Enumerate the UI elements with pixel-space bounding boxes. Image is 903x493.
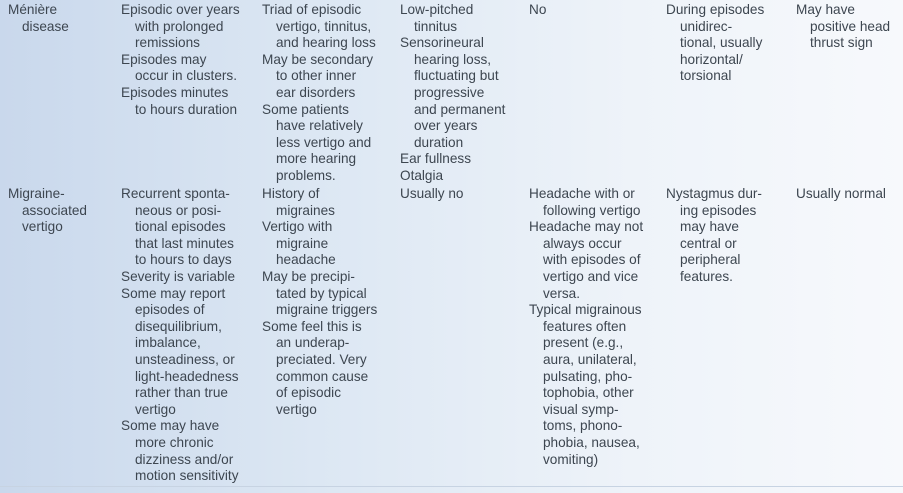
cell-line: Migraine- xyxy=(8,186,65,201)
cell-line: vertigo and vice xyxy=(543,268,639,284)
cell-line: to hours to days xyxy=(135,252,232,268)
headache-cell xyxy=(529,186,663,468)
cell-line: Headache with or xyxy=(529,186,635,201)
exam-cell xyxy=(796,2,901,52)
cell-line: Episodes minutes xyxy=(121,84,229,100)
cell-line: following vertigo xyxy=(543,202,641,218)
cell-line: migraine triggers xyxy=(276,302,378,318)
cell-line: vertigo xyxy=(22,219,63,235)
cell-line: peripheral xyxy=(680,252,741,268)
cell-line: common cause xyxy=(276,368,369,384)
cell-line: associated xyxy=(22,202,87,218)
cell-line: Severity is variable xyxy=(121,268,236,284)
cell-line: Low-pitched xyxy=(400,2,474,17)
cell-line: aura, unilateral, xyxy=(543,351,637,367)
cell-line: ing episodes xyxy=(680,202,757,218)
cell-line: and hearing loss xyxy=(276,35,376,51)
cell-line: tinnitus xyxy=(414,18,458,34)
cell-line: features. xyxy=(680,268,733,284)
cell-line: remissions xyxy=(135,35,200,51)
cell-line: tophobia, other xyxy=(543,385,634,401)
cell-line: to hours duration xyxy=(135,101,238,117)
cell-line: disease xyxy=(22,18,69,34)
cell-line: May be precipi- xyxy=(262,268,355,284)
cell-line: tated by typical xyxy=(276,285,367,301)
cell-line: Sensorineural xyxy=(400,35,484,51)
cell-line: that last minutes xyxy=(135,235,234,251)
cell-line: vomiting) xyxy=(543,451,599,467)
cell-line: duration xyxy=(414,134,464,150)
cell-line: central or xyxy=(680,235,737,251)
cell-line: with prolonged xyxy=(135,18,224,34)
cell-line: tional episodes xyxy=(135,219,226,235)
cell-line: may have xyxy=(680,219,739,235)
cell-line: ear disorders xyxy=(276,84,356,100)
cell-line: an underap- xyxy=(276,335,350,351)
cell-line: more hearing xyxy=(276,151,357,167)
cell-line: migraines xyxy=(276,202,335,218)
cell-line: less vertigo and xyxy=(276,134,372,150)
cell-line: Some patients xyxy=(262,101,349,117)
cell-line: motion sensitivity xyxy=(135,468,239,484)
symptom-cell xyxy=(121,186,257,485)
cell-line: horizontal/ xyxy=(680,51,743,67)
cell-line: Some may report xyxy=(121,285,226,301)
cell-line: Otalgia xyxy=(400,167,444,183)
cell-line: present (e.g., xyxy=(543,335,624,351)
cell-line: always occur xyxy=(543,235,622,251)
cell-line: hearing loss, xyxy=(414,51,492,67)
condition-cell xyxy=(8,2,114,35)
cell-line: Recurrent sponta- xyxy=(121,186,230,201)
cell-line: History of xyxy=(262,186,320,201)
cell-line: During episodes xyxy=(666,2,765,17)
cell-line: Usually no xyxy=(400,186,464,201)
cell-line: vertigo xyxy=(135,401,176,417)
cell-line: disequilibrium, xyxy=(135,318,222,334)
table-bottom-rule xyxy=(0,486,903,487)
cell-line: Some feel this is xyxy=(262,318,362,334)
cell-line: problems. xyxy=(276,167,336,183)
nystagmus-cell xyxy=(666,186,792,286)
features-cell xyxy=(262,186,396,418)
exam-cell xyxy=(796,186,901,203)
cell-line: May be secondary xyxy=(262,51,374,67)
cell-line: Vertigo with xyxy=(262,219,333,235)
headache-cell xyxy=(529,2,663,19)
symptom-cell xyxy=(121,2,257,118)
cell-line: have relatively xyxy=(276,118,363,134)
cell-line: No xyxy=(529,2,547,17)
auditory-cell xyxy=(400,2,526,185)
cell-line: dizziness and/or xyxy=(135,451,234,467)
cell-line: preciated. Very xyxy=(276,351,367,367)
cell-line: imbalance, xyxy=(135,335,201,351)
cell-line: with episodes of xyxy=(543,252,641,268)
cell-line: visual symp- xyxy=(543,401,619,417)
cell-line: Some may have xyxy=(121,418,220,434)
cell-line: unsteadiness, or xyxy=(135,351,235,367)
cell-line: Nystagmus dur- xyxy=(666,186,762,201)
cell-line: Episodes may xyxy=(121,51,207,67)
cell-line: phobia, nausea, xyxy=(543,434,640,450)
cell-line: Triad of episodic xyxy=(262,2,362,17)
cell-line: Ménière xyxy=(8,2,58,17)
cell-line: progressive xyxy=(414,84,485,100)
cell-line: unidirec- xyxy=(680,18,733,34)
cell-line: versa. xyxy=(543,285,581,301)
cell-line: episodes of xyxy=(135,302,205,318)
cell-line: Usually normal xyxy=(796,186,886,201)
cell-line: headache xyxy=(276,252,336,268)
cell-line: and permanent xyxy=(414,101,506,117)
cell-line: toms, phono- xyxy=(543,418,623,434)
cell-line: Typical migrainous xyxy=(529,302,642,318)
cell-line: rather than true xyxy=(135,385,228,401)
cell-line: to other inner xyxy=(276,68,357,84)
auditory-cell xyxy=(400,186,526,203)
cell-line: pulsating, pho- xyxy=(543,368,633,384)
cell-line: light-headedness xyxy=(135,368,239,384)
cell-line: features often xyxy=(543,318,627,334)
cell-line: thrust sign xyxy=(810,35,873,51)
cell-line: fluctuating but xyxy=(414,68,499,84)
cell-line: vertigo xyxy=(276,401,317,417)
cell-line: neous or posi- xyxy=(135,202,222,218)
cell-line: May have xyxy=(796,2,855,17)
cell-line: Ear fullness xyxy=(400,151,472,167)
cell-line: vertigo, tinnitus, xyxy=(276,18,372,34)
nystagmus-cell xyxy=(666,2,792,85)
cell-line: migraine xyxy=(276,235,329,251)
cell-line: occur in clusters. xyxy=(135,68,237,84)
condition-cell xyxy=(8,186,114,236)
cell-line: Headache may not xyxy=(529,219,644,235)
cell-line: Episodic over years xyxy=(121,2,240,17)
features-cell xyxy=(262,2,396,185)
cell-line: of episodic xyxy=(276,385,341,401)
cell-line: tional, usually xyxy=(680,35,763,51)
cell-line: torsional xyxy=(680,68,732,84)
cell-line: positive head xyxy=(810,18,891,34)
cell-line: more chronic xyxy=(135,434,214,450)
cell-line: over years xyxy=(414,118,478,134)
